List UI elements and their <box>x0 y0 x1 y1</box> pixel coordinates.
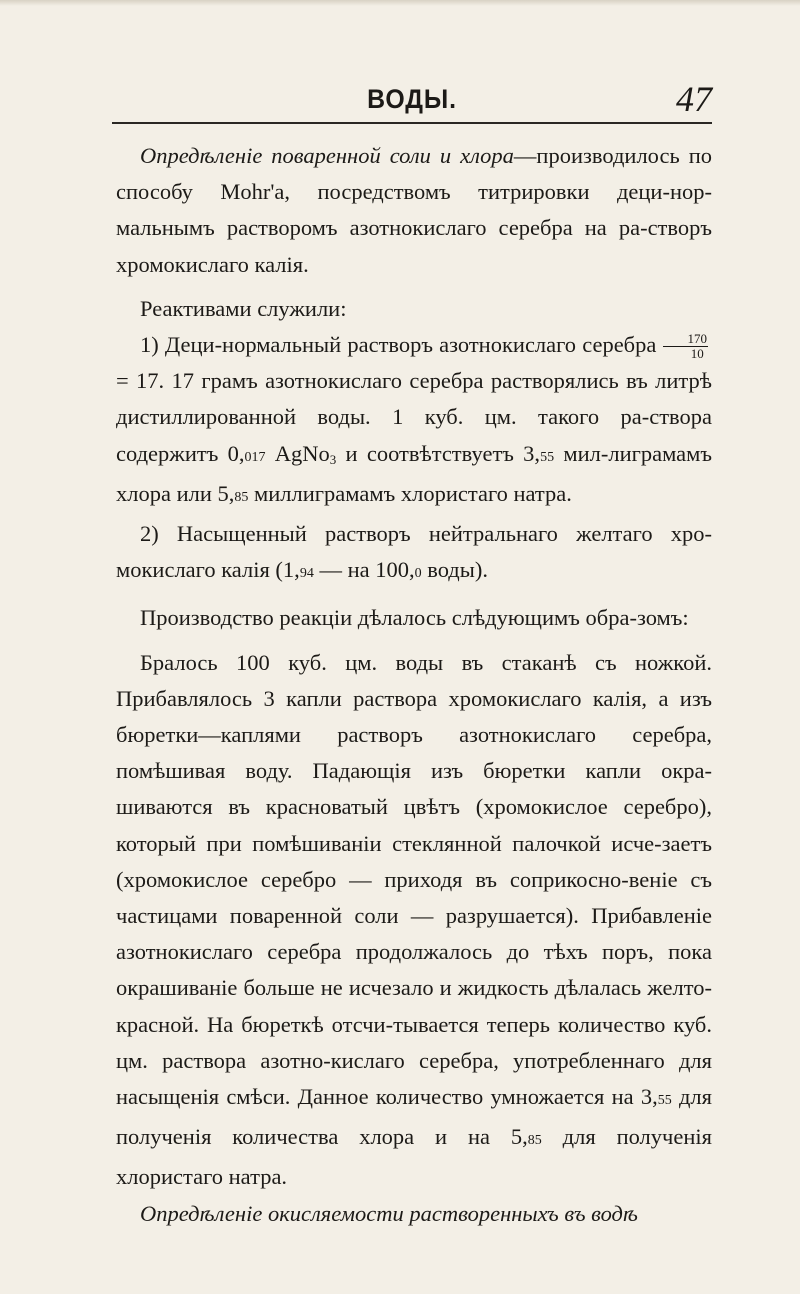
paragraph-salt-chlorine <box>116 138 712 283</box>
fraction-denominator: 10 <box>690 346 704 362</box>
decimal-digits: 55 <box>657 1093 672 1109</box>
running-head: ВОДЫ. <box>367 84 457 114</box>
decimal-digits: 85 <box>234 489 249 505</box>
fraction <box>663 332 709 361</box>
paragraph-text: и соотвѣтствуетъ 3, <box>336 440 541 466</box>
decimal-digits: 017 <box>244 449 266 465</box>
paragraph-reagents: Реактивами служили: <box>140 295 347 321</box>
decimal-digits: 0 <box>414 566 422 582</box>
paragraph-text: —производилось по способу Mohr'а, посредствомъ титрировки деци-нор-мальнымъ растворомъ азотнокислаго серебра на ра-створъ хромокислаго калія. <box>116 143 713 277</box>
chemical-formula: AgNo <box>265 440 330 466</box>
paragraph-text: — на 100, <box>313 557 415 583</box>
page-top-edge <box>0 0 800 6</box>
paragraph-reagent-1 <box>116 327 712 516</box>
decimal-digits: 55 <box>540 449 555 465</box>
paragraph-text: мил-лиграмамъ хлора или 5, <box>116 440 713 506</box>
paragraph-reagent-2 <box>116 516 712 592</box>
paragraph-text: 1) Деци-нормальный растворъ азотнокислаго серебра <box>140 332 657 358</box>
paragraph-text: для полученія хлористаго натра. <box>116 1124 712 1190</box>
paragraph-text: воды). <box>421 557 488 583</box>
section-heading-oxidizability <box>116 1196 712 1232</box>
decimal-digits: 85 <box>527 1133 542 1149</box>
paragraph-text: = 17. 17 грамъ азотнокислаго серебра растворялись въ литрѣ дистиллированной воды. 1 куб. цм. такого ра-створа содержитъ 0, <box>116 368 712 466</box>
paragraph-procedure <box>116 645 712 1196</box>
paragraph-text: Бралось 100 куб. цм. воды въ стаканѣ съ ножкой. Прибавлялось 3 капли раствора хромокислаго калія, а изъ бюретки—каплями растворъ азотнокислаго серебра, помѣшивая воду. Падающія изъ бюретки капли окра-шиваются въ красноватый цвѣтъ (хромокислое серебро), который при помѣшиваніи стеклянной палочкой исче-заетъ (хромокислое серебро — приходя въ соприкосно-веніе съ частицами поваренной соли — разрушается). Прибавленіе азотнокислаго серебра продолжалось до тѣхъ поръ, пока окрашиваніе больше не исчезало и жидкость дѣлалась желто-красной. На бюреткѣ отсчи-тывается теперь количество куб. цм. раствора азотно-кислаго серебра, употребленнаго для насыщенія смѣси. Данное количество умножается на 3, <box>116 649 712 1110</box>
header-rule <box>112 122 712 124</box>
formula-subscript: 3 <box>329 451 337 467</box>
paragraph-text: для полученія количества хлора и на 5, <box>116 1084 712 1150</box>
fraction-numerator: 170 <box>663 332 709 347</box>
paragraph-text: миллиграмамъ хлористаго натра. <box>248 480 572 506</box>
body-text <box>116 138 712 1232</box>
page-number: 47 <box>676 79 712 119</box>
paragraph-text: 2) Насыщенный растворъ нейтральнаго желтаго хро-мокислаго калія (1, <box>116 521 712 583</box>
paragraph-procedure-intro: Производство реакціи дѣлалось слѣдующимъ обра-зомъ: <box>140 605 689 631</box>
page-header <box>112 78 712 118</box>
section-heading-text: Опредѣленіе окисляемости растворенныхъ въ водѣ <box>140 1200 638 1226</box>
decimal-digits: 94 <box>299 566 314 582</box>
section-heading-salt-chlorine: Опредѣленіе поваренной соли и хлора <box>140 143 514 168</box>
